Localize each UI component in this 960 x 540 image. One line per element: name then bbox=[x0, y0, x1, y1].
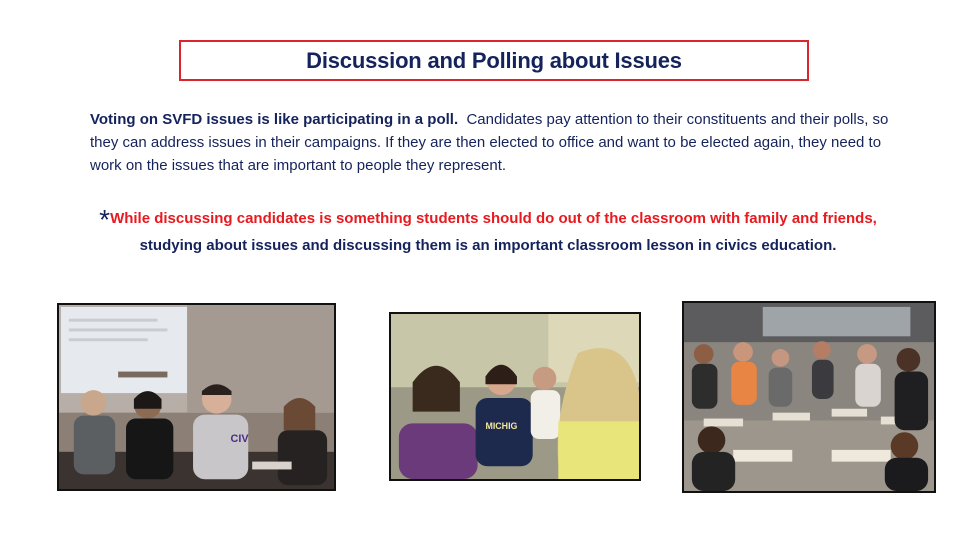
intro-lead-sentence: Voting on SVFD issues is like participating in a poll. bbox=[90, 111, 459, 128]
photo-2-illustration bbox=[391, 314, 639, 479]
photo-3-illustration bbox=[684, 303, 934, 491]
intro-body-text: Candidates pay attention to their constituents and their polls, so they can address issues in their campaigns. If they are then elected to office and want to be elected again, they need to work on the issues that are important to people they represent. bbox=[90, 111, 893, 174]
shirt-lettering: CIV bbox=[230, 433, 249, 446]
classroom-discussion-photo-1 bbox=[57, 303, 336, 491]
shirt-lettering: MICHIG bbox=[485, 421, 518, 432]
intro-paragraph bbox=[90, 108, 893, 177]
asterisk-marker: * bbox=[99, 204, 111, 235]
note-blue-text: studying about issues and discussing them is an important classroom lesson in civics education. bbox=[139, 237, 837, 254]
title-box bbox=[179, 40, 809, 81]
note-red-text: While discussing candidates is something students should do out of the classroom with family and friends, bbox=[110, 210, 877, 227]
classroom-discussion-photo-2 bbox=[389, 312, 641, 481]
slide-title: Discussion and Polling about Issues bbox=[306, 47, 682, 73]
classroom-note bbox=[78, 206, 898, 259]
photo-1-illustration bbox=[59, 305, 334, 489]
classroom-desks-photo-3 bbox=[682, 301, 936, 493]
